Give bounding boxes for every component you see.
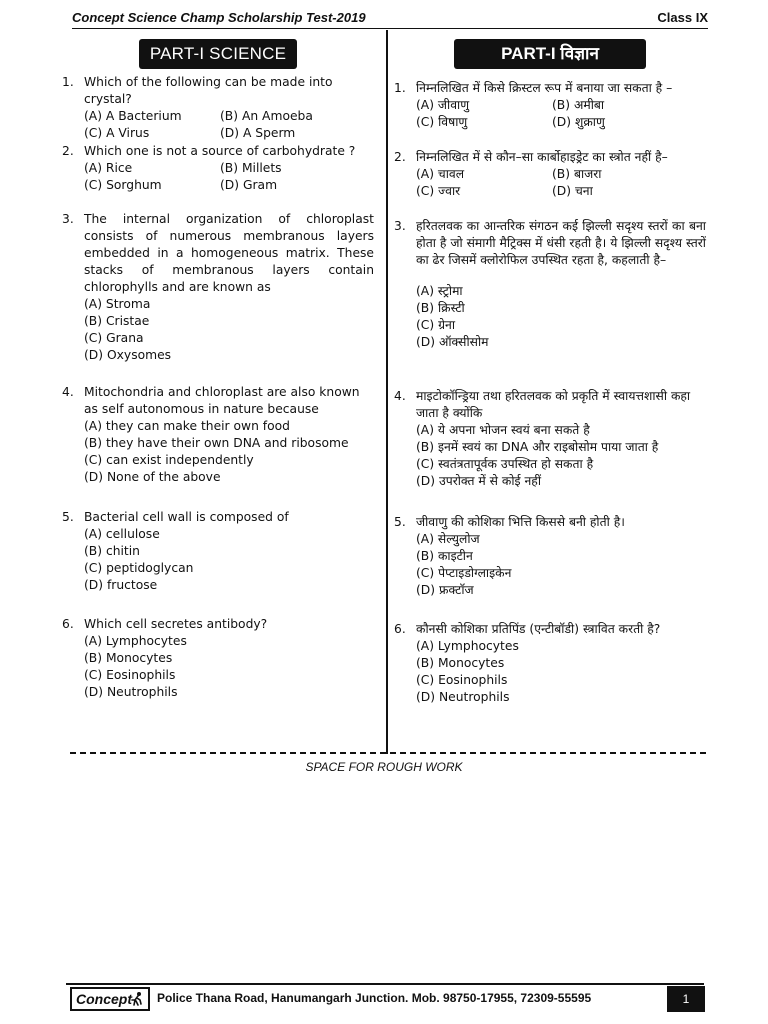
- question-4-en: [62, 384, 374, 486]
- option-c: (C) Eosinophils: [416, 673, 508, 687]
- class-label: Class IX: [657, 10, 708, 25]
- option-b: (B) Monocytes: [416, 656, 505, 670]
- option-a: (A) चावल: [416, 167, 465, 181]
- question-stem: Mitochondria and chloroplast are also known as self autonomous in nature because: [84, 385, 360, 416]
- option-b: (B) they have their own DNA and ribosome: [84, 436, 349, 450]
- question-number: 6.: [62, 617, 74, 631]
- question-number: 6.: [394, 622, 406, 636]
- concept-logo: [70, 987, 150, 1011]
- option-c: (C) पेप्टाइडोग्लाइकेन: [416, 566, 512, 580]
- option-a: (A) Stroma: [84, 297, 151, 311]
- header-rule: [72, 28, 708, 29]
- option-a: (A) they can make their own food: [84, 419, 290, 433]
- option-b: (B) अमीबा: [552, 98, 605, 112]
- option-a: (A) cellulose: [84, 527, 160, 541]
- option-d: (D) शुक्राणु: [552, 115, 605, 129]
- option-c: (C) peptidoglycan: [84, 561, 194, 575]
- question-stem: निम्नलिखित में किसे क्रिस्टल रूप में बनाया जा सकता है –: [416, 81, 673, 95]
- option-b: (B) काइटीन: [416, 549, 473, 563]
- page-number: 1: [667, 986, 705, 1012]
- option-b: (B) बाजरा: [552, 167, 602, 181]
- option-d: (D) A Sperm: [220, 126, 296, 140]
- question-1-en: [62, 74, 374, 142]
- question-number: 5.: [62, 510, 74, 524]
- question-number: 4.: [62, 385, 74, 399]
- question-6-en: [62, 616, 374, 701]
- question-stem: Which one is not a source of carbohydrate ?: [84, 144, 356, 158]
- part-title-english: PART-I SCIENCE: [139, 39, 297, 69]
- option-c: (C) Sorghum: [84, 178, 162, 192]
- column-divider: [386, 30, 388, 754]
- question-number: 3.: [394, 219, 406, 233]
- question-stem: निम्नलिखित में से कौन–सा कार्बोहाइड्रेट का स्त्रोत नहीं है–: [416, 150, 668, 164]
- runner-icon: [129, 991, 145, 1007]
- question-3-en: [62, 211, 374, 364]
- question-2-hi: [394, 149, 706, 200]
- option-a: (A) A Bacterium: [84, 109, 182, 123]
- question-2-en: [62, 143, 374, 194]
- question-stem: हरितलवक का आन्तरिक संगठन कई झिल्ली सदृश्य स्तरों का बना होता है जो संमागी मैट्रिक्स में धंसी रहती है। ये झिल्ली सदृश्य स्तरों का ढेर जिसमें क्लोरोफिल उपस्थित रहता है, कहलाती है–: [416, 219, 706, 267]
- option-a: (A) Lymphocytes: [416, 639, 519, 653]
- option-b: (B) An Amoeba: [220, 109, 313, 123]
- logo-text: Concept: [76, 991, 132, 1007]
- question-number: 1.: [62, 75, 74, 89]
- option-d: (D) Neutrophils: [416, 690, 510, 704]
- option-a: (A) जीवाणु: [416, 98, 470, 112]
- question-3-hi: [394, 218, 706, 351]
- option-d: (D) चना: [552, 184, 593, 198]
- option-d: (D) fructose: [84, 578, 158, 592]
- option-c: (C) ग्रेना: [416, 318, 456, 332]
- option-b: (B) क्रिस्टी: [416, 301, 465, 315]
- page-header: [72, 8, 708, 28]
- option-d: (D) Oxysomes: [84, 348, 172, 362]
- question-number: 3.: [62, 212, 74, 226]
- option-a: (A) सेल्युलोज: [416, 532, 480, 546]
- option-c: (C) can exist independently: [84, 453, 254, 467]
- option-d: (D) None of the above: [84, 470, 221, 484]
- question-stem: जीवाणु की कोशिका भित्ति किससे बनी होती है।: [416, 515, 625, 529]
- option-b: (B) Monocytes: [84, 651, 173, 665]
- option-d: (D) Gram: [220, 178, 278, 192]
- option-c: (C) Grana: [84, 331, 144, 345]
- question-number: 4.: [394, 389, 406, 403]
- option-b: (B) chitin: [84, 544, 140, 558]
- question-1-hi: [394, 80, 706, 131]
- question-stem: कौनसी कोशिका प्रतिपिंड (एन्टीबॉडी) स्त्रावित करती है?: [416, 622, 661, 636]
- option-d: (D) Neutrophils: [84, 685, 178, 699]
- question-number: 2.: [394, 150, 406, 164]
- option-c: (C) A Virus: [84, 126, 150, 140]
- question-6-hi: [394, 621, 706, 706]
- question-stem: Which cell secretes antibody?: [84, 617, 268, 631]
- question-stem: Which of the following can be made into crystal?: [84, 75, 333, 106]
- option-a: (A) ये अपना भोजन स्वयं बना सकते है: [416, 423, 590, 437]
- question-stem: Bacterial cell wall is composed of: [84, 510, 289, 524]
- option-a: (A) Lymphocytes: [84, 634, 187, 648]
- rough-work-divider: [70, 752, 706, 754]
- footer-rule: [66, 983, 704, 985]
- question-number: 2.: [62, 144, 74, 158]
- option-c: (C) विषाणु: [416, 115, 468, 129]
- option-a: (A) Rice: [84, 161, 133, 175]
- rough-work-label: SPACE FOR ROUGH WORK: [305, 760, 463, 774]
- question-5-hi: [394, 514, 706, 599]
- question-number: 5.: [394, 515, 406, 529]
- question-5-en: [62, 509, 374, 594]
- option-b: (B) Cristae: [84, 314, 150, 328]
- option-b: (B) Millets: [220, 161, 282, 175]
- footer-address: Police Thana Road, Hanumangarh Junction. Mob. 98750-17955, 72309-55595: [157, 991, 592, 1005]
- question-stem: The internal organization of chloroplast consists of numerous membranous layers embedded in a homogeneous matrix. These stacks of membranous layers contain chlorophylls and are known as: [84, 212, 374, 294]
- question-stem: माइटोकॉन्ड्रिया तथा हरितलवक को प्रकृति में स्वायत्तशासी कहा जाता है क्योंकि: [416, 389, 691, 420]
- part-title-hindi: PART-I विज्ञान: [454, 39, 646, 69]
- option-a: (A) स्ट्रोमा: [416, 284, 463, 298]
- option-c: (C) Eosinophils: [84, 668, 176, 682]
- option-b: (B) इनमें स्वयं का DNA और राइबोसोम पाया जाता है: [416, 440, 659, 454]
- option-d: (D) फ्रक्टॉज: [416, 583, 474, 597]
- test-title: Concept Science Champ Scholarship Test-2019: [72, 10, 366, 25]
- option-c: (C) ज्वार: [416, 184, 461, 198]
- question-4-hi: [394, 388, 706, 490]
- option-d: (D) ऑक्सीसोम: [416, 335, 489, 349]
- option-c: (C) स्वतंत्रतापूर्वक उपस्थित हो सकता है: [416, 457, 594, 471]
- option-d: (D) उपरोक्त में से कोई नहीं: [416, 474, 542, 488]
- question-number: 1.: [394, 81, 406, 95]
